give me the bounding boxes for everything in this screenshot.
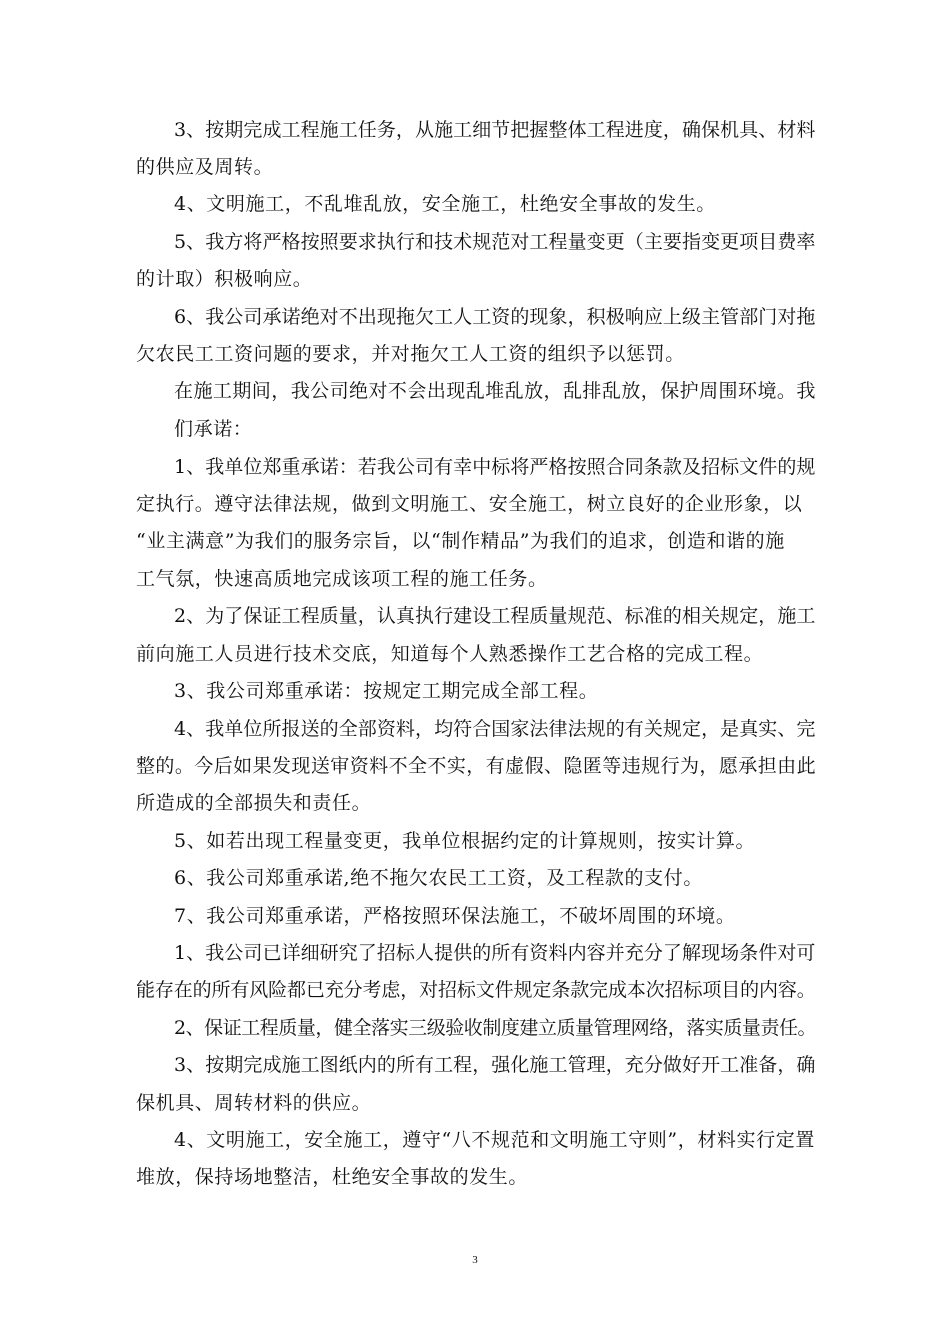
text-line: 工气氛，快速高质地完成该项工程的施工任务。 [136,568,548,590]
text-line: 2、为了保证工程质量，认真执行建设工程质量规范、标准的相关规定，施工 [174,605,816,627]
text-line: 所造成的全部损失和责任。 [136,792,372,814]
page-number: 3 [472,1254,478,1266]
text-line: 的计取）积极响应。 [136,268,313,290]
text-line: 4、文明施工，不乱堆乱放，安全施工，杜绝安全事故的发生。 [174,193,716,215]
text-line: 5、如若出现工程量变更，我单位根据约定的计算规则，按实计算。 [174,830,756,852]
text-line: 们承诺： [174,418,253,440]
text-line: 5、我方将严格按照要求执行和技术规范对工程量变更（主要指变更项目费率 [174,231,816,253]
text-line: 定执行。遵守法律法规，做到文明施工、安全施工，树立良好的企业形象，以 [136,493,803,515]
text-line: 在施工期间，我公司绝对不会出现乱堆乱放，乱排乱放，保护周围环境。我 [174,380,816,402]
text-line: 能存在的所有风险都已充分考虑，对招标文件规定条款完成本次招标项目的内容。 [136,979,816,1001]
text-line: 1、我单位郑重承诺：若我公司有幸中标将严格按照合同条款及招标文件的规 [174,456,816,478]
text-line: 欠农民工工资问题的要求，并对拖欠工人工资的组织予以惩罚。 [136,343,685,365]
text-line: 整的。今后如果发现送审资料不全不实，有虚假、隐匿等违规行为，愿承担由此 [136,755,817,777]
text-line: “业主满意”为我们的服务宗旨，以“制作精品”为我们的追求，创造和谐的施 [136,530,785,552]
text-line: 4、我单位所报送的全部资料，均符合国家法律法规的有关规定，是真实、完 [174,718,816,740]
text-line: 3、我公司郑重承诺：按规定工期完成全部工程。 [174,680,599,702]
text-line: 6、我公司郑重承诺,绝不拖欠农民工工资，及工程款的支付。 [174,867,703,889]
text-line: 3、按期完成工程施工任务，从施工细节把握整体工程进度，确保机具、材料 [174,119,816,141]
text-line: 1、我公司已详细研究了招标人提供的所有资料内容并充分了解现场条件对可 [174,942,816,964]
text-line: 6、我公司承诺绝对不出现拖欠工人工资的现象，积极响应上级主管部门对拖 [174,306,816,328]
text-line: 前向施工人员进行技术交底，知道每个人熟悉操作工艺合格的完成工程。 [136,643,764,665]
text-line: 4、文明施工，安全施工，遵守“八不规范和文明施工守则”，材料实行定置 [174,1129,815,1151]
text-line: 保机具、周转材料的供应。 [136,1092,372,1114]
text-line: 的供应及周转。 [136,156,274,178]
text-line: 3、按期完成施工图纸内的所有工程，强化施工管理，充分做好开工准备，确 [174,1054,816,1076]
text-line: 7、我公司郑重承诺，严格按照环保法施工，不破坏周围的环境。 [174,905,736,927]
text-line: 2、保证工程质量，健全落实三级验收制度建立质量管理网络，落实质量责任。 [174,1017,817,1039]
text-line: 堆放，保持场地整洁，杜绝安全事故的发生。 [136,1166,529,1188]
